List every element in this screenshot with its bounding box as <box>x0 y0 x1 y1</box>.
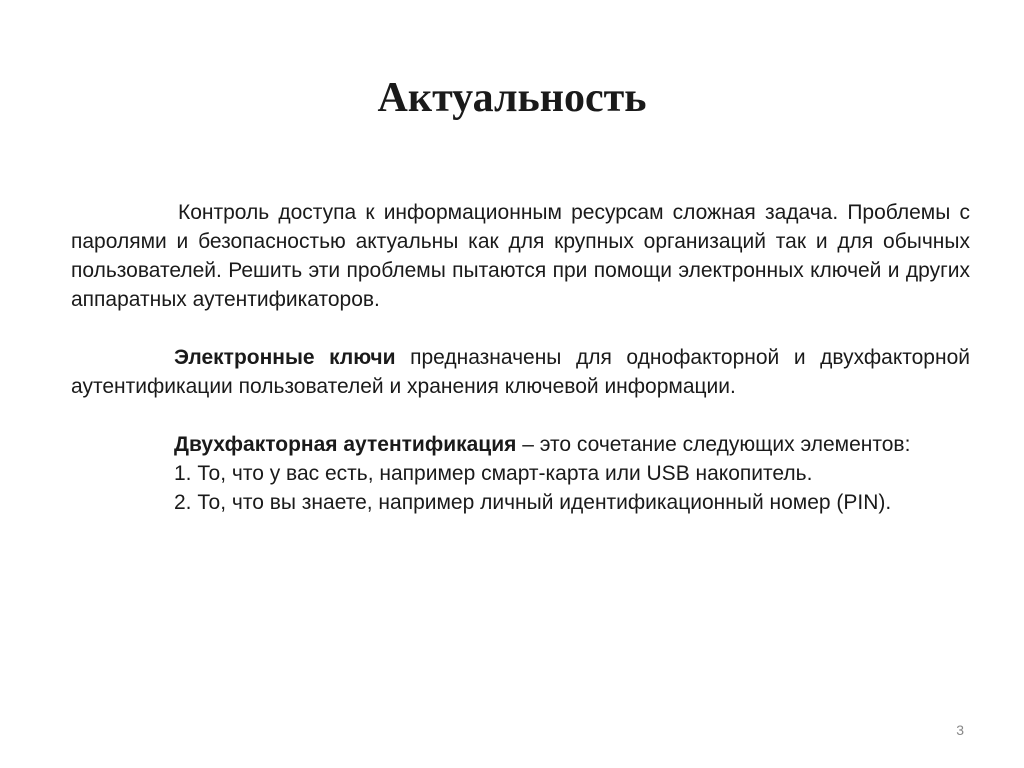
paragraph-two-factor-text: – это сочетание следующих элементов: <box>516 433 911 456</box>
slide-body <box>71 198 970 517</box>
list-item: 1. То, что у вас есть, например смарт-карта или USB накопитель. <box>174 462 813 485</box>
paragraph-two-factor <box>71 430 970 459</box>
paragraph-gap <box>71 401 970 430</box>
term-two-factor-auth: Двухфакторная аутентификация <box>174 433 517 456</box>
paragraph-electronic-keys <box>71 343 970 401</box>
page-number: 3 <box>956 722 964 738</box>
paragraph-gap <box>71 314 970 343</box>
paragraph-electronic-keys-text: предназначены для однофакторной и двухфакторной аутентификации пользователей и хранения ключевой информации. <box>71 346 970 398</box>
slide-title: Актуальность <box>377 75 647 121</box>
term-electronic-keys: Электронные ключи <box>174 346 396 369</box>
list-item: 2. То, что вы знаете, например личный идентификационный номер (PIN). <box>174 491 892 514</box>
paragraph-access-control: Контроль доступа к информационным ресурсам сложная задача. Проблемы с паролями и безопасностью актуальны как для крупных организаций так и для обычных пользователей. Решить эти проблемы пытаются при помощи электронных ключей и других аппаратных аутентификаторов. <box>71 201 970 311</box>
